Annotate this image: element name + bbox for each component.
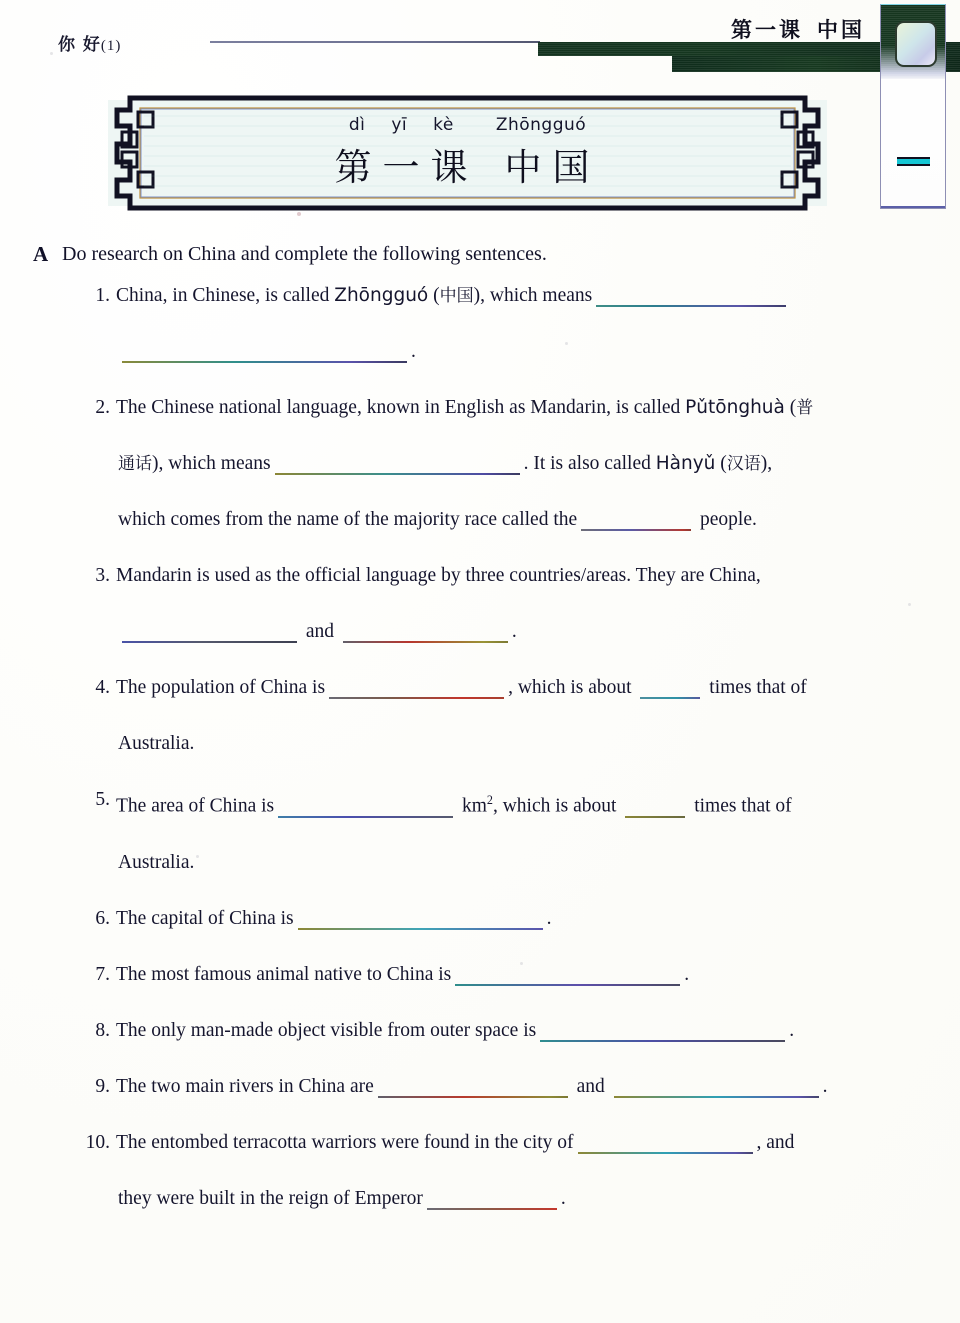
chinese-text: 汉语 bbox=[726, 454, 761, 474]
hanzi-zhong: 中 bbox=[504, 146, 553, 189]
question-line bbox=[116, 268, 870, 324]
tab-square-icon bbox=[895, 21, 937, 67]
sentence-text: km bbox=[457, 795, 487, 817]
question-line bbox=[116, 1059, 870, 1115]
question-line bbox=[116, 835, 870, 891]
question-list bbox=[0, 268, 960, 1227]
question-item bbox=[0, 891, 960, 947]
sentence-text: , which is about bbox=[492, 795, 622, 817]
hanzi-ke: 课 bbox=[430, 146, 479, 189]
question-number: 10. bbox=[85, 1131, 110, 1153]
question-line bbox=[116, 716, 870, 772]
question-line bbox=[116, 947, 870, 1003]
sentence-text: times that of bbox=[689, 795, 792, 817]
sentence-text: and bbox=[571, 1075, 610, 1097]
pinyin-ke: kè bbox=[433, 115, 454, 135]
scan-speck bbox=[196, 855, 199, 858]
question-number: 3. bbox=[95, 565, 110, 586]
answer-blank[interactable] bbox=[640, 697, 700, 698]
sentence-text: . bbox=[511, 621, 517, 642]
sentence-text: The most famous animal native to China is bbox=[116, 963, 452, 985]
running-head-left-number: (1) bbox=[100, 38, 122, 54]
running-head-lesson: 第一课 bbox=[731, 18, 803, 42]
sentence-text: Mandarin is used as the official language by three countries/areas. They are China, bbox=[116, 565, 761, 586]
answer-blank[interactable] bbox=[578, 1152, 753, 1153]
answer-blank[interactable] bbox=[581, 529, 691, 530]
sentence-text: The population of China is bbox=[116, 677, 326, 698]
question-line bbox=[116, 324, 870, 380]
question-line bbox=[116, 492, 870, 548]
pinyin-di: dì bbox=[348, 115, 366, 135]
question-number: 4. bbox=[95, 677, 110, 698]
question-line bbox=[116, 660, 870, 716]
sentence-text: . bbox=[546, 907, 552, 929]
sentence-text: ( bbox=[784, 397, 797, 418]
answer-blank[interactable] bbox=[455, 984, 680, 985]
question-number: 2. bbox=[95, 397, 110, 418]
sentence-text: . It is also called bbox=[523, 453, 656, 474]
sentence-text: The two main rivers in China are bbox=[116, 1075, 374, 1097]
question-line bbox=[116, 772, 870, 835]
question-number: 7. bbox=[95, 963, 110, 985]
exercise-section bbox=[0, 240, 960, 1227]
sentence-text: . bbox=[560, 1187, 566, 1209]
question-item bbox=[0, 947, 960, 1003]
question-item bbox=[0, 380, 960, 548]
question-item bbox=[0, 772, 960, 891]
lesson-title-plaque bbox=[100, 92, 835, 214]
chinese-text: 通话 bbox=[118, 454, 152, 474]
sentence-text: . bbox=[789, 1019, 795, 1041]
sentence-text: The entombed terracotta warriors were found in the city of bbox=[116, 1131, 574, 1153]
answer-blank[interactable] bbox=[427, 1208, 557, 1209]
pinyin-yi: yī bbox=[391, 115, 408, 135]
question-number: 9. bbox=[95, 1075, 110, 1097]
chinese-text: 普 bbox=[796, 398, 814, 418]
sentence-text: China, in Chinese, is called bbox=[116, 285, 335, 306]
section-instruction: Do research on China and complete the following sentences. bbox=[62, 243, 547, 265]
question-number: 5. bbox=[95, 789, 110, 810]
sentence-text: ), which means bbox=[473, 285, 593, 306]
sentence-text: Australia. bbox=[118, 851, 195, 873]
sentence-text: Australia. bbox=[118, 733, 195, 754]
sentence-text: times that of bbox=[704, 677, 807, 698]
question-number: 1. bbox=[95, 285, 110, 306]
pinyin-text: Hànyǔ bbox=[655, 453, 716, 474]
answer-blank[interactable] bbox=[540, 1040, 785, 1041]
pinyin-zhongguo: Zhōngguó bbox=[495, 115, 587, 135]
scan-speck bbox=[908, 603, 911, 606]
hanzi-di: 第 bbox=[334, 146, 383, 189]
plaque-frame-graphic bbox=[100, 92, 835, 214]
question-item bbox=[0, 268, 960, 380]
running-head-right bbox=[731, 14, 865, 44]
pinyin-text: Pǔtōnghuà bbox=[685, 397, 785, 418]
tab-base-rule bbox=[881, 206, 945, 208]
scan-speck bbox=[565, 342, 568, 345]
sentence-text: . bbox=[684, 963, 690, 985]
section-heading bbox=[0, 240, 960, 268]
header-rule bbox=[210, 41, 540, 43]
scan-speck bbox=[297, 212, 301, 216]
sentence-text: which comes from the name of the majority race called the bbox=[118, 509, 578, 530]
sentence-text: The Chinese national language, known in English as Mandarin, is called bbox=[116, 397, 686, 418]
running-head-topic: 中国 bbox=[817, 18, 865, 42]
question-line bbox=[116, 1115, 870, 1171]
sentence-text: people. bbox=[695, 509, 757, 530]
sentence-text: , which is about bbox=[508, 677, 637, 698]
pinyin-text: Zhōngguó bbox=[334, 285, 429, 306]
sentence-text: . bbox=[822, 1075, 828, 1097]
section-letter: A bbox=[33, 242, 49, 266]
sentence-text: The area of China is bbox=[116, 795, 275, 817]
answer-blank[interactable] bbox=[298, 928, 543, 929]
hanzi-yi: 一 bbox=[382, 146, 431, 189]
chinese-text: 中国 bbox=[439, 286, 474, 306]
answer-blank[interactable] bbox=[122, 361, 407, 362]
scan-speck bbox=[520, 962, 523, 965]
answer-blank[interactable] bbox=[596, 305, 786, 306]
sentence-text: ), which means bbox=[152, 453, 271, 474]
question-line bbox=[116, 891, 870, 947]
question-item bbox=[0, 1115, 960, 1227]
scan-speck bbox=[50, 52, 53, 55]
sentence-text: , and bbox=[756, 1131, 795, 1153]
question-line bbox=[116, 436, 870, 492]
sentence-text: ), bbox=[760, 453, 773, 474]
answer-blank[interactable] bbox=[614, 1096, 819, 1097]
sentence-text: ( bbox=[428, 285, 440, 306]
question-item bbox=[0, 660, 960, 772]
tab-dash-icon bbox=[897, 157, 930, 166]
sentence-text: ( bbox=[715, 453, 727, 474]
lesson-tab bbox=[880, 4, 946, 209]
answer-blank[interactable] bbox=[343, 641, 508, 642]
question-item bbox=[0, 1003, 960, 1059]
answer-blank[interactable] bbox=[278, 816, 453, 817]
answer-blank[interactable] bbox=[329, 697, 504, 698]
question-line bbox=[116, 604, 870, 660]
running-head-left bbox=[58, 30, 121, 55]
question-line bbox=[116, 548, 870, 604]
answer-blank[interactable] bbox=[275, 473, 520, 474]
sentence-text: they were built in the reign of Emperor bbox=[118, 1187, 423, 1209]
sentence-text: and bbox=[301, 621, 339, 642]
question-number: 8. bbox=[95, 1019, 110, 1041]
answer-blank[interactable] bbox=[625, 816, 685, 817]
question-number: 6. bbox=[95, 907, 110, 929]
question-item bbox=[0, 1059, 960, 1115]
superscript: 2 bbox=[486, 793, 493, 807]
sentence-text: . bbox=[411, 341, 416, 362]
answer-blank[interactable] bbox=[378, 1096, 568, 1097]
question-line bbox=[116, 380, 870, 436]
sentence-text: The capital of China is bbox=[116, 907, 294, 929]
question-line bbox=[116, 1003, 870, 1059]
question-item bbox=[0, 548, 960, 660]
question-line bbox=[116, 1171, 870, 1227]
hanzi-guo: 国 bbox=[552, 146, 601, 189]
sentence-text: The only man-made object visible from outer space is bbox=[116, 1019, 537, 1041]
running-head-left-text: 你 好 bbox=[58, 35, 101, 55]
answer-blank[interactable] bbox=[122, 641, 297, 642]
